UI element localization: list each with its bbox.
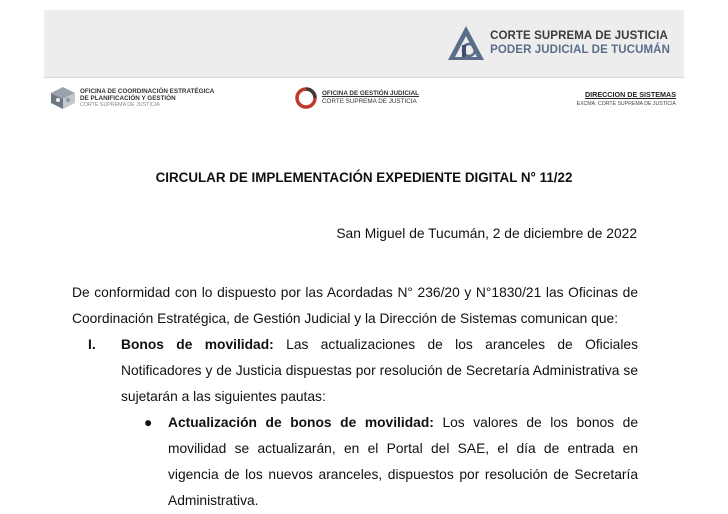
bullet-item-1 xyxy=(120,410,638,514)
intro-line-2: Coordinación Estratégica, de Gestión Judicial y la Dirección de Sistemas comunican que: xyxy=(72,311,619,326)
office-judicial-logo xyxy=(294,86,419,110)
document-title: CIRCULAR DE IMPLEMENTACIÓN EXPEDIENTE DIGITAL N° 11/22 xyxy=(155,170,573,185)
office1-line1: OFICINA DE COORDINACIÓN ESTRATÉGICA xyxy=(80,87,215,95)
bullet-heading: Actualización de bonos de movilidad: xyxy=(168,415,434,430)
bullet-icon: ● xyxy=(144,415,153,430)
office-systems-logo xyxy=(577,90,676,107)
intro-paragraph xyxy=(72,280,638,332)
header-banner xyxy=(44,10,684,78)
office1-line3: CORTE SUPREMA DE JUSTICIA xyxy=(80,101,160,108)
puzzle-cube-icon xyxy=(50,86,76,110)
list-item-text: Las actualizaciones de los aranceles de Oficiales Notificadores y de Justicia dispuestas por resolución de Secretaría Administrativa se sujetarán a las siguientes pautas: xyxy=(121,337,638,404)
csj-logo xyxy=(446,24,670,62)
office2-line1: OFICINA DE GESTIÓN JUDICIAL xyxy=(322,90,420,97)
csj-title: CORTE SUPREMA DE JUSTICIA xyxy=(490,30,668,42)
office3-line1: DIRECCION DE SISTEMAS xyxy=(584,90,676,99)
csj-emblem-icon xyxy=(446,24,486,62)
offices-logos-row xyxy=(44,86,684,116)
ring-logo-icon xyxy=(294,86,318,110)
office1-line2: DE PLANIFICACIÓN Y GESTIÓN xyxy=(80,94,176,102)
list-item-1 xyxy=(72,332,638,410)
office2-line2: CORTE SUPREMA DE JUSTICIA xyxy=(322,98,417,105)
intro-line-1: De conformidad con lo dispuesto por las Acordadas N° 236/20 y N°1830/21 las Oficinas de xyxy=(72,285,638,300)
document-date: San Miguel de Tucumán, 2 de diciembre de 2022 xyxy=(336,226,637,241)
csj-subtitle: PODER JUDICIAL DE TUCUMÁN xyxy=(490,44,670,56)
office3-line2: EXCMA. CORTE SUPREMA DE JUSTICIA xyxy=(576,101,676,107)
list-item-number: I. xyxy=(88,337,96,352)
bullet-text: Los valores de los bonos de movilidad se actualizarán, en el Portal del SAE, el día de entrada en vigencia de los nuevos aranceles, dispuestos por resolución de Secretaría Administrativa. xyxy=(168,415,638,508)
office-coordination-logo xyxy=(50,86,214,110)
list-item-heading: Bonos de movilidad: xyxy=(121,337,274,352)
